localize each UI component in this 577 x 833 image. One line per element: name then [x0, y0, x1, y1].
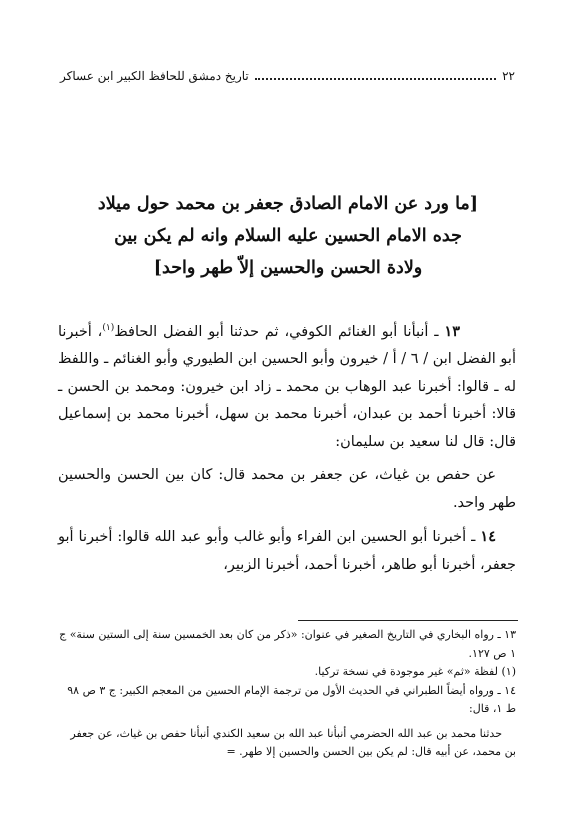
section-title — [88, 188, 488, 284]
footnote-marker: (١) — [102, 323, 115, 333]
section-title-line-1: [ما ورد عن الامام الصادق جعفر بن محمد حول ميلاد — [97, 194, 479, 214]
hadith-text: ـ أنبأنا أبو الغنائم الكوفي، ثم حدثنا أبو الفضل الحافظ — [114, 323, 445, 340]
hadith-13-matn: عن حفص بن غياث، عن جعفر بن محمد قال: كان بين الحسن والحسين طهر واحد. — [58, 467, 516, 511]
header-dot-leader — [255, 78, 496, 80]
hadith-number: ١٤ — [480, 528, 496, 546]
running-title: تاريخ دمشق للحافظ الكبير ابن عساكر — [60, 69, 249, 83]
hadith-number: ١٣ — [444, 322, 460, 340]
footnote-1: (١) لفظة «ثم» غير موجودة في نسخة تركيا. — [314, 665, 516, 678]
footnote-14-continued: حدثنا محمد بن عبد الله الحضرمي أنبأنا عبد الله بن سعيد الكندي أنبأنا حفص بن غياث، عن جعفر بن محمد، عن أبيه قال: لم يكن بين الحسن والحسين إلا طهر. = — [70, 726, 516, 758]
footnote-14: ١٤ ـ ورواه أيضاً الطبراني في الحديث الأول من ترجمة الإمام الحسين من المعجم الكبير: ج ٣ ص ٩٨ ط ١، قال: — [67, 683, 516, 715]
hadith-text-continued: ، أخبرنا أبو الفضل ابن / ٦ / أ / خيرون وأبو الحسين ابن الطيوري وأبو الغنائم ـ واللفظ له ـ قالوا: أخبرنا عبد الوهاب بن محمد ـ زاد ابن خيرون: ومحمد بن الحسن ـ قالا: أخبرنا أحمد بن عبدان، أخبرنا محمد بن سهل، أخبرنا محمد بن إسماعيل قال: قال لنا سعيد بن سليمان: — [58, 323, 516, 450]
main-text — [58, 315, 516, 579]
footnotes — [58, 626, 516, 762]
footnote-separator — [298, 620, 518, 621]
page-number: ٢٢ — [502, 69, 515, 83]
hadith-14-paragraph — [58, 523, 516, 579]
section-title-line-2: جده الامام الحسين عليه السلام وانه لم يكن بين — [114, 226, 462, 246]
running-header — [60, 66, 515, 86]
hadith-text: ـ أخبرنا أبو الحسين ابن الفراء وأبو غالب وأبو عبد الله قالوا: أخبرنا أبو جعفر، أخبرنا أبو طاهر، أخبرنا أحمد، أخبرنا الزبير، — [58, 529, 516, 573]
section-title-line-3: ولادة الحسن والحسين إلاّ طهر واحد] — [153, 258, 423, 278]
hadith-13-paragraph — [58, 315, 516, 456]
footnote-13: ١٣ ـ رواه البخاري في التاريخ الصغير في عنوان: «ذكر من كان بعد الخمسين سنة إلى الستين سنة» ج ١ ص ١٢٧. — [59, 628, 516, 660]
